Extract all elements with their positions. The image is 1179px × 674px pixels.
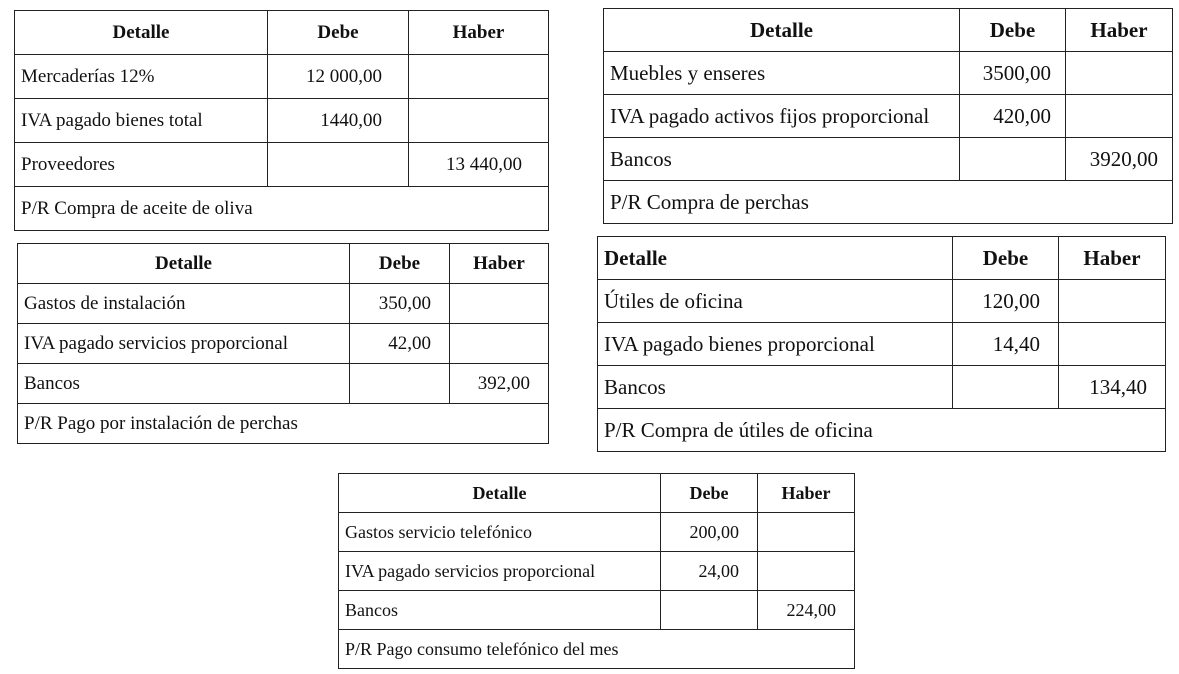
debe-cell: 120,00	[953, 280, 1059, 323]
detalle-cell: Bancos	[18, 364, 350, 404]
entry-note: P/R Pago consumo telefónico del mes	[339, 630, 855, 669]
journal-entry-1	[14, 10, 549, 231]
detalle-cell: IVA pagado activos fijos proporcional	[604, 95, 960, 138]
debe-cell: 3500,00	[960, 52, 1066, 95]
table-row	[604, 52, 1173, 95]
debe-cell: 24,00	[661, 552, 758, 591]
detalle-cell: Muebles y enseres	[604, 52, 960, 95]
table-row	[18, 364, 549, 404]
header-detalle: Detalle	[18, 244, 350, 284]
header-haber: Haber	[409, 11, 549, 55]
debe-cell: 42,00	[350, 324, 450, 364]
table-row	[339, 591, 855, 630]
haber-cell	[409, 99, 549, 143]
note-row	[18, 404, 549, 444]
debe-cell	[350, 364, 450, 404]
header-debe: Debe	[661, 474, 758, 513]
header-detalle: Detalle	[15, 11, 268, 55]
detalle-cell: Proveedores	[15, 143, 268, 187]
entry-note: P/R Compra de aceite de oliva	[15, 187, 549, 231]
header-row	[604, 9, 1173, 52]
table-row	[339, 552, 855, 591]
header-haber: Haber	[1059, 237, 1166, 280]
header-debe: Debe	[953, 237, 1059, 280]
debe-cell: 350,00	[350, 284, 450, 324]
header-debe: Debe	[268, 11, 409, 55]
debe-cell	[661, 591, 758, 630]
debe-cell: 420,00	[960, 95, 1066, 138]
detalle-cell: Gastos de instalación	[18, 284, 350, 324]
debe-cell: 1440,00	[268, 99, 409, 143]
header-haber: Haber	[1066, 9, 1173, 52]
detalle-cell: Bancos	[339, 591, 661, 630]
table-row	[598, 323, 1166, 366]
header-haber: Haber	[758, 474, 855, 513]
detalle-cell: IVA pagado servicios proporcional	[339, 552, 661, 591]
table-row	[15, 143, 549, 187]
journal-entry-4	[597, 236, 1166, 452]
table-row	[604, 95, 1173, 138]
detalle-cell: Mercaderías 12%	[15, 55, 268, 99]
table-row	[15, 55, 549, 99]
header-row	[18, 244, 549, 284]
header-row	[598, 237, 1166, 280]
debe-cell: 200,00	[661, 513, 758, 552]
entry-note: P/R Compra de perchas	[604, 181, 1173, 224]
detalle-cell: IVA pagado bienes total	[15, 99, 268, 143]
header-debe: Debe	[350, 244, 450, 284]
detalle-cell: Útiles de oficina	[598, 280, 953, 323]
journal-entry-3	[17, 243, 549, 444]
debe-cell: 12 000,00	[268, 55, 409, 99]
header-debe: Debe	[960, 9, 1066, 52]
haber-cell	[1066, 52, 1173, 95]
table-row	[15, 99, 549, 143]
header-detalle: Detalle	[339, 474, 661, 513]
journal-entry-5	[338, 473, 855, 669]
table-row	[598, 366, 1166, 409]
detalle-cell: Bancos	[604, 138, 960, 181]
haber-cell: 3920,00	[1066, 138, 1173, 181]
haber-cell	[1059, 280, 1166, 323]
note-row	[15, 187, 549, 231]
debe-cell	[960, 138, 1066, 181]
header-row	[15, 11, 549, 55]
note-row	[604, 181, 1173, 224]
haber-cell: 134,40	[1059, 366, 1166, 409]
table-row	[18, 324, 549, 364]
haber-cell	[450, 324, 549, 364]
debe-cell	[268, 143, 409, 187]
header-haber: Haber	[450, 244, 549, 284]
debe-cell: 14,40	[953, 323, 1059, 366]
detalle-cell: IVA pagado servicios proporcional	[18, 324, 350, 364]
haber-cell	[409, 55, 549, 99]
table-row	[339, 513, 855, 552]
table-row	[18, 284, 549, 324]
haber-cell	[1066, 95, 1173, 138]
entry-note: P/R Compra de útiles de oficina	[598, 409, 1166, 452]
header-detalle: Detalle	[598, 237, 953, 280]
haber-cell: 224,00	[758, 591, 855, 630]
note-row	[339, 630, 855, 669]
haber-cell	[758, 552, 855, 591]
haber-cell	[450, 284, 549, 324]
haber-cell	[758, 513, 855, 552]
detalle-cell: Gastos servicio telefónico	[339, 513, 661, 552]
debe-cell	[953, 366, 1059, 409]
header-row	[339, 474, 855, 513]
table-row	[604, 138, 1173, 181]
header-detalle: Detalle	[604, 9, 960, 52]
detalle-cell: IVA pagado bienes proporcional	[598, 323, 953, 366]
haber-cell: 13 440,00	[409, 143, 549, 187]
note-row	[598, 409, 1166, 452]
entry-note: P/R Pago por instalación de perchas	[18, 404, 549, 444]
table-row	[598, 280, 1166, 323]
journal-entry-2	[603, 8, 1173, 224]
haber-cell	[1059, 323, 1166, 366]
haber-cell: 392,00	[450, 364, 549, 404]
detalle-cell: Bancos	[598, 366, 953, 409]
